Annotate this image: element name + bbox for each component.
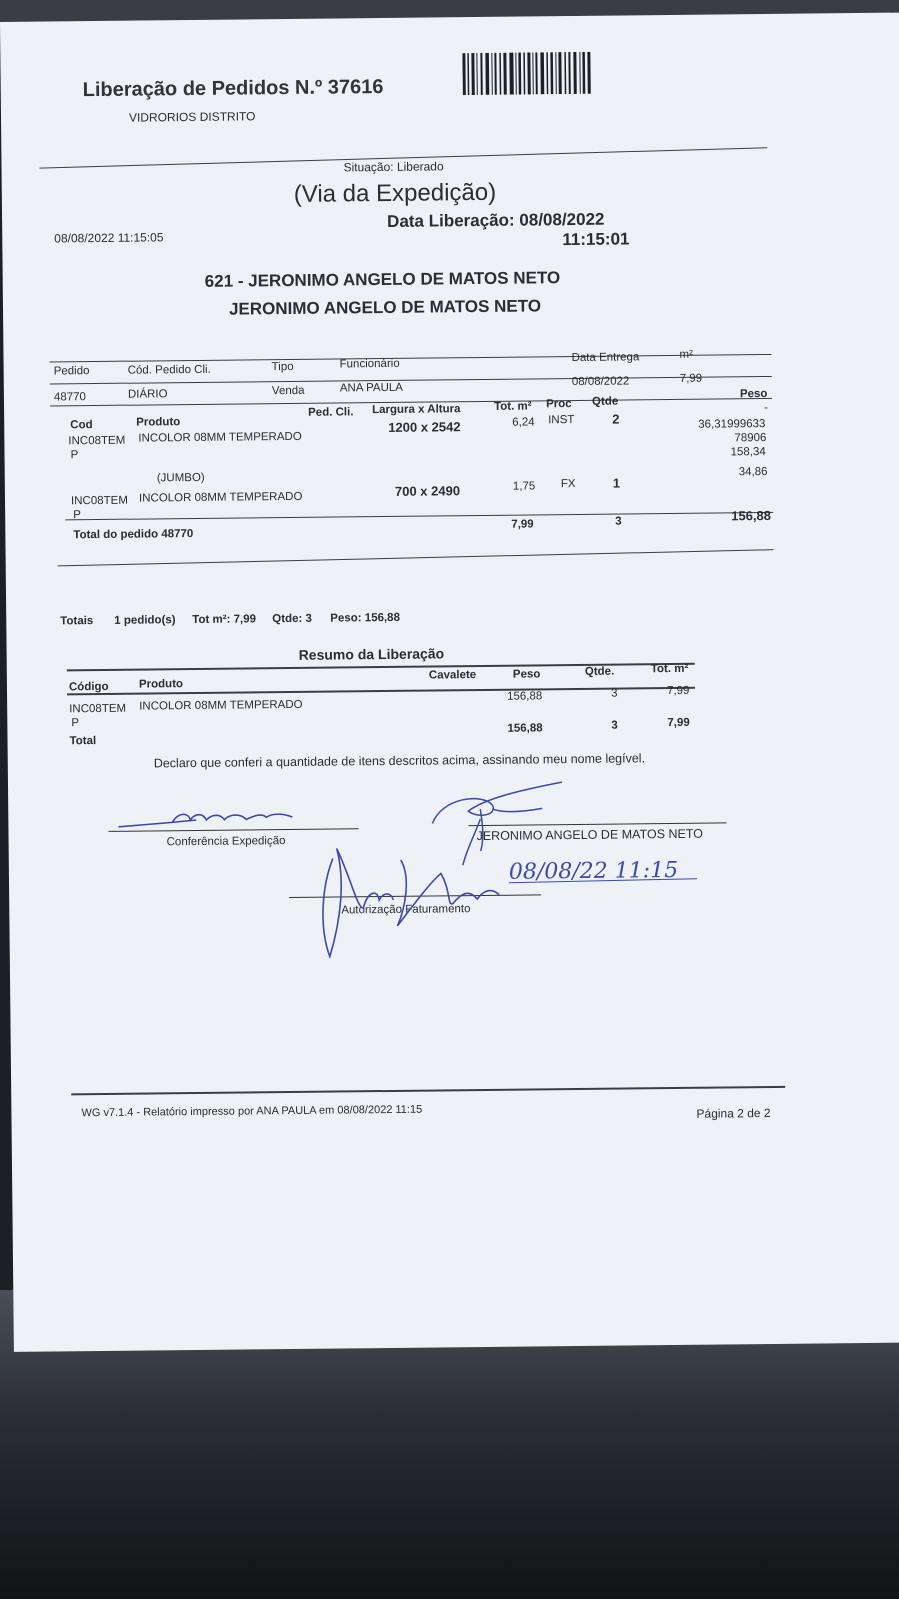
resumo-total-qtde: 3 (611, 719, 618, 732)
via-label: (Via da Expedição) (293, 178, 497, 208)
cliente-nome: JERONIMO ANGELO DE MATOS NETO (228, 296, 542, 319)
col-funcionario: Funcionário (339, 357, 400, 371)
item2-dimensoes: 700 x 2490 (394, 483, 461, 499)
item2-proc: FX (560, 477, 576, 491)
col-pedido: Pedido (53, 365, 90, 378)
item2-cod-suffix: P (73, 509, 81, 522)
barcode-icon (462, 52, 592, 95)
signature-autorizacao (301, 837, 512, 959)
item1-tot-m2: 6,24 (512, 416, 535, 429)
item2-tot-m2: 1,75 (512, 480, 536, 493)
resumo-col-peso: Peso (512, 668, 541, 681)
item1-peso-3: 158,34 (730, 446, 766, 459)
resumo-row-qtde: 3 (611, 687, 618, 700)
resumo-col-codigo: Código (68, 680, 109, 694)
data-liberacao: Data Liberação: 08/08/2022 (387, 209, 605, 231)
resumo-total-peso: 156,88 (507, 722, 543, 735)
item2-peso: 34,86 (738, 465, 768, 479)
totais-peso: Peso: 156,88 (330, 611, 401, 625)
print-datetime: 08/08/2022 11:15:05 (54, 230, 164, 246)
total-pedido-m2: 7,99 (511, 518, 534, 531)
footer-rule (71, 1086, 785, 1095)
resumo-row-produto: INCOLOR 08MM TEMPERADO (139, 698, 303, 713)
resumo-total-tot-m2: 7,99 (667, 716, 690, 730)
footer-text: WG v7.1.4 - Relatório impresso por ANA PAULA em 08/08/2022 11:15 (81, 1103, 423, 1120)
hora-liberacao: 11:15:01 (562, 229, 630, 250)
item1-peso-1: 36,31999633 (698, 418, 766, 431)
autorizacao-label: Autorização Faturamento (341, 903, 471, 917)
item-col-qtde: Qtde (591, 395, 619, 408)
data-manuscrita (507, 851, 707, 891)
resumo-row-cod-suffix: P (71, 717, 80, 730)
resumo-col-tot-m2: Tot. m² (650, 662, 689, 676)
total-pedido-peso: 156,88 (731, 507, 772, 524)
resumo-title: Resumo da Liberação (298, 645, 445, 663)
table-header-rule (50, 376, 772, 385)
totais-label: Totais (60, 615, 94, 628)
resumo-row-peso: 156,88 (507, 690, 543, 703)
resumo-col-cavalete: Cavalete (428, 669, 477, 682)
pedido-m2: 7,99 (679, 372, 703, 385)
item2-qtde: 1 (612, 475, 621, 491)
item2-cod: INC08TEM (70, 494, 128, 508)
item-col-cod: Cod (70, 419, 93, 432)
col-m2: m² (679, 348, 694, 361)
signature-conferencia (116, 805, 306, 833)
item-col-peso: Peso (739, 387, 768, 401)
totais-m2: Tot m²: 7,99 (192, 613, 257, 627)
item2-nota: (JUMBO) (156, 471, 205, 485)
resumo-row-tot-m2: 7,99 (666, 684, 690, 698)
item1-peso-2: 78906 (734, 431, 767, 445)
item2-produto: INCOLOR 08MM TEMPERADO (138, 490, 303, 505)
pedido-funcionario: ANA PAULA (339, 381, 403, 395)
pedido-data-entrega: 08/08/2022 (571, 375, 630, 389)
item-col-largura-altura: Largura x Altura (372, 403, 461, 417)
item1-cod: INC08TEM (68, 434, 126, 448)
resumo-col-qtde: Qtde. (584, 665, 615, 678)
cliente-codigo-nome: 621 - JERONIMO ANGELO DE MATOS NETO (204, 268, 561, 291)
resumo-row-cod: INC08TEM (69, 702, 127, 716)
svg-text:08/08/22 11:15: 08/08/22 11:15 (508, 857, 679, 885)
col-tipo: Tipo (271, 360, 294, 374)
pedido-cod-cli: DIÁRIO (127, 388, 168, 401)
item-col-tot-m2: Tot. m² (493, 400, 532, 413)
company-name: VIDRORIOS DISTRITO (128, 109, 256, 125)
totais-qtde: Qtde: 3 (272, 612, 312, 626)
total-pedido-label: Total do pedido 48770 (73, 528, 194, 542)
resumo-total-label: Total (69, 735, 97, 748)
col-cod-pedido-cli: Cód. Pedido Cli. (127, 363, 211, 377)
resumo-col-produto: Produto (138, 678, 184, 691)
col-data-entrega: Data Entrega (571, 351, 640, 365)
item-col-produto: Produto (136, 416, 181, 429)
situacao-status: Situação: Liberado (343, 159, 444, 175)
page-number: Página 2 de 2 (696, 1105, 771, 1121)
table-top-rule (50, 354, 772, 363)
document-page (0, 13, 899, 1352)
item-col-proc: Proc (545, 398, 572, 411)
item1-produto: INCOLOR 08MM TEMPERADO (138, 430, 302, 445)
table-bottom-rule (58, 549, 774, 566)
total-pedido-qtde: 3 (615, 515, 622, 528)
pedido-numero: 48770 (53, 391, 86, 404)
item-peso-dash: - (764, 401, 768, 415)
cliente-assinatura-nome: JERONIMO ANGELO DE MATOS NETO (476, 826, 704, 844)
item-col-ped-cli: Ped. Cli. (308, 406, 354, 419)
total-pedido-rule (65, 512, 773, 520)
pedido-tipo: Venda (271, 384, 305, 398)
totais-pedidos: 1 pedido(s) (114, 614, 176, 627)
item1-dimensoes: 1200 x 2542 (388, 419, 461, 435)
document-title: Liberação de Pedidos N.º 37616 (82, 75, 384, 102)
item1-cod-suffix: P (70, 449, 79, 462)
conferencia-label: Conferência Expedição (166, 835, 286, 849)
item1-qtde: 2 (612, 411, 620, 427)
declaracao-text: Declaro que conferi a quantidade de itens descritos acima, assinando meu nome legível. (153, 751, 646, 771)
item1-proc: INST (548, 414, 575, 427)
